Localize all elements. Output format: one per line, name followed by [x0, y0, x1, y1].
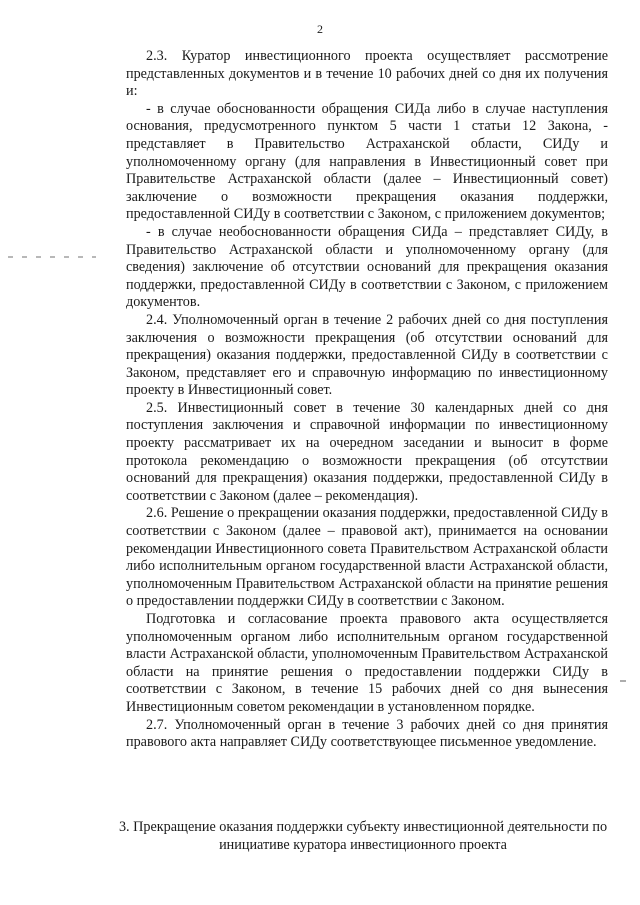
paragraph-2-5: 2.5. Инвестиционный совет в течение 30 календарных дней со дня поступления заключения и справочной информации по инвестиционному проекту рассматривает их на очередном заседании и выносит в форме протокола рекомендацию о возможности прекращения (об отсутствии оснований для прекращения) оказания поддержки, предоставленной СИДу в соответствии с Законом (далее – рекомендация).	[126, 399, 608, 504]
section-3-heading: 3. Прекращение оказания поддержки субъекту инвестиционной деятельности по инициативе куратора инвестиционного проекта	[118, 819, 608, 853]
document-body	[126, 48, 608, 752]
paragraph-2-3-item-1: - в случае обоснованности обращения СИДа либо в случае наступления основания, предусмотренного пунктом 5 части 1 статьи 12 Закона, - представляет в Правительство Астраханской области, СИДу и уполномоченному органу (для направления в Инвестиционный совет при Правительстве Астраханской области (далее – Инвестиционный совет) заключение о возможности прекращения оказания поддержки, предоставленной СИДу в соответствии с Законом, с приложением документов;	[126, 100, 608, 223]
paragraph-2-3: 2.3. Куратор инвестиционного проекта осуществляет рассмотрение представленных документов и в течение 10 рабочих дней со дня их получения и:	[126, 48, 608, 100]
paragraph-2-6-continued: Подготовка и согласование проекта правового акта осуществляется уполномоченным органом либо исполнительным органом государственной власти Астраханской области, уполномоченным Правительством Астраханской области на принятие решения о предоставлении поддержки СИДу в соответствии с Законом, в течение 15 рабочих дней со дня вынесения Инвестиционным советом рекомендации в установленном порядке.	[126, 611, 608, 715]
scan-artifact	[620, 680, 626, 682]
page-number: 2	[317, 22, 323, 36]
paragraph-2-4: 2.4. Уполномоченный орган в течение 2 рабочих дней со дня поступления заключения о возможности прекращения (об отсутствии оснований для прекращения) оказания поддержки, предоставленной СИДу в соответствии с Законом, представляет его и справочную информацию по инвестиционному проекту в Инвестиционный совет.	[126, 311, 608, 399]
paragraph-2-6: 2.6. Решение о прекращении оказания поддержки, предоставленной СИДу в соответствии с Законом (далее – правовой акт), принимается на основании рекомендации Инвестиционного совета Правительством Астраханской области либо исполнительным органом государственной власти Астраханской области, уполномоченным Правительством Астраханской области на принятие решения о предоставлении поддержки СИДу в соответствии с Законом.	[126, 505, 608, 610]
scan-artifact	[8, 256, 96, 258]
paragraph-2-3-item-2: - в случае необоснованности обращения СИДа – представляет СИДу, в Правительство Астраханской области и уполномоченному органу (для сведения) заключение об отсутствии оснований для прекращения оказания поддержки, предоставленной СИДу в соответствии с Законом, с приложением документов.	[126, 223, 608, 311]
paragraph-2-7: 2.7. Уполномоченный орган в течение 3 рабочих дней со дня принятия правового акта направляет СИДу соответствующее письменное уведомление.	[126, 716, 608, 751]
